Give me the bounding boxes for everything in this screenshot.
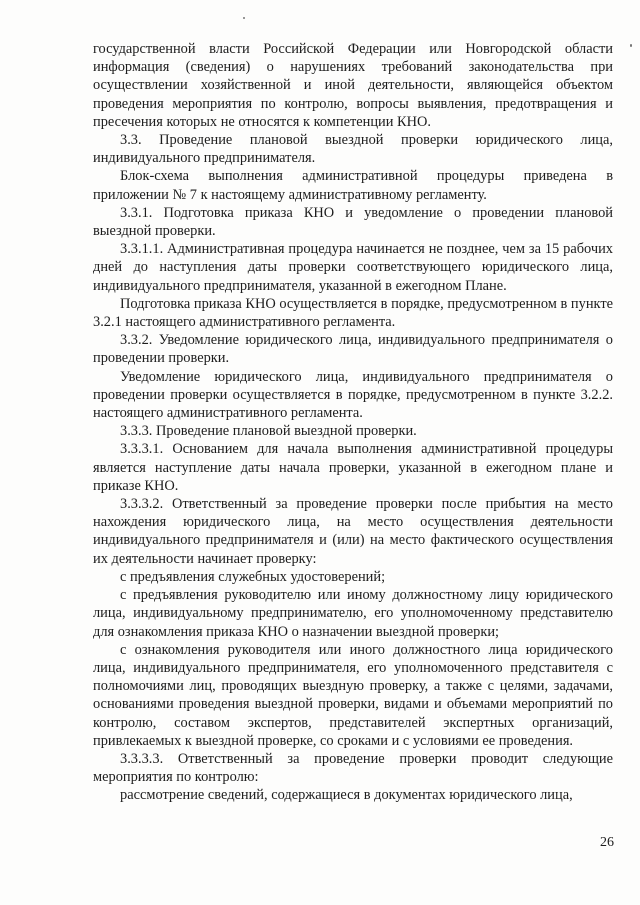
page-number: 26: [600, 835, 614, 850]
paragraph: 3.3.1.1. Административная процедура начинается не позднее, чем за 15 рабочих дней до наступления даты проверки соответствующего юридического лица, индивидуального предпринимателя, указанной в ежегодном Плане.: [93, 241, 613, 294]
paragraph: Блок-схема выполнения административной процедуры приведена в приложении № 7 к настоящему административному регламенту.: [93, 168, 613, 203]
paragraph: рассмотрение сведений, содержащиеся в документах юридического лица,: [120, 787, 573, 804]
paragraph: с предъявления служебных удостоверений;: [120, 568, 386, 585]
scan-speck: [630, 44, 632, 47]
paragraph: с ознакомления руководителя или иного должностного лица юридического лица, индивидуального предпринимателя, его уполномоченного представителя с полномочиями лиц, проводящих выездную проверку, а также с целями, задачами, основаниями проведения выездной проверки, видами и объемами мероприятий по контролю, составом экспертов, представителей экспертных организаций, привлекаемых к выездной проверке, со сроками и с условиями ее проведения.: [93, 641, 613, 749]
scan-speck: [243, 17, 245, 19]
paragraph: Уведомление юридического лица, индивидуального предпринимателя о проведении проверки осуществляется в порядке, предусмотренном в пункте 3.2.2. настоящего административного регламента.: [93, 368, 613, 422]
paragraph: с предъявления руководителю или иному должностному лицу юридического лица, индивидуальному предпринимателю, его уполномоченному представителю для ознакомления приказа КНО о назначении выездной проверки;: [93, 587, 613, 640]
paragraph: 3.3.3.1. Основанием для начала выполнения административной процедуры является наступление даты начала проверки, указанной в ежегодном плане и приказе КНО.: [93, 441, 613, 494]
paragraph: 3.3.3.2. Ответственный за проведение проверки после прибытия на место нахождения юридического лица, на место осуществления деятельности индивидуального предпринимателя и (или) на место фактического осуществления их деятельности начинает проверку:: [93, 496, 613, 567]
paragraph: 3.3.3. Проведение плановой выездной проверки.: [120, 423, 417, 440]
paragraph: Подготовка приказа КНО осуществляется в порядке, предусмотренном в пункте 3.2.1 настоящего административного регламента.: [93, 295, 613, 331]
paragraph: государственной власти Российской Федерации или Новгородской области информация (сведения) о нарушениях требований законодательства при осуществлении хозяйственной и иной деятельности, являющейся объектом проведения мероприятия по контролю, вопросы выявления, предотвращения и пресечения которых не относятся к компетенции КНО.: [93, 41, 613, 130]
paragraph: 3.3.3.3. Ответственный за проведение проверки проводит следующие мероприятия по контролю:: [93, 750, 613, 786]
document-body: [93, 40, 613, 805]
paragraph: 3.3. Проведение плановой выездной проверки юридического лица, индивидуального предпринимателя.: [93, 132, 613, 167]
paragraph: 3.3.1. Подготовка приказа КНО и уведомление о проведении плановой выездной проверки.: [93, 204, 613, 240]
paragraph: 3.3.2. Уведомление юридического лица, индивидуального предпринимателя о проведении проверки.: [93, 332, 613, 367]
